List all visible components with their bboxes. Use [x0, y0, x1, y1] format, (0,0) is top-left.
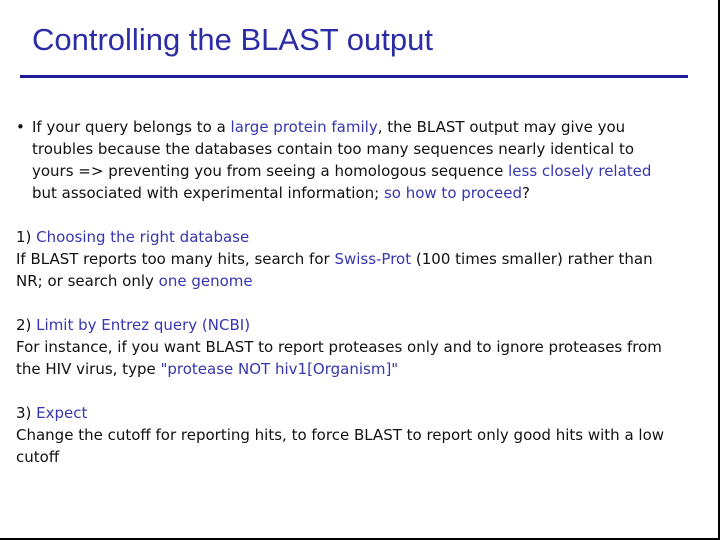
section-3-heading	[16, 402, 666, 424]
section-2-heading	[16, 314, 666, 336]
section-1-highlight-swiss-prot: Swiss-Prot	[334, 250, 412, 268]
intro-text-4: ?	[522, 184, 530, 202]
intro-text-2: , the BLAST output may give you troubles because the databases contain too many sequences nearly identical to yours => preventing you from seeing a homologous sequence	[32, 118, 635, 180]
bullet-icon: •	[16, 118, 25, 136]
slide-title: Controlling the BLAST output	[32, 22, 433, 57]
section-1-text-1: If BLAST reports too many hits, search for	[16, 250, 335, 268]
spacer	[16, 380, 666, 402]
section-2-heading-text: Limit by Entrez query (NCBI)	[36, 316, 251, 334]
section-3-heading-text: Expect	[36, 404, 88, 422]
section-2-highlight-query-example: "protease NOT hiv1[Organism]"	[160, 360, 399, 378]
section-3-body	[16, 424, 666, 468]
intro-text-1: If your query belongs to a	[32, 118, 231, 136]
intro-highlight-less-closely-related: less closely related	[508, 162, 652, 180]
section-3-number: 3)	[16, 404, 37, 422]
section-1-body	[16, 248, 666, 292]
slide-body	[16, 116, 666, 468]
spacer	[16, 204, 666, 226]
section-1-heading	[16, 226, 666, 248]
spacer	[16, 292, 666, 314]
title-underline	[20, 75, 688, 78]
section-1-number: 1)	[16, 228, 37, 246]
intro-highlight-how-to-proceed: so how to proceed	[383, 184, 523, 202]
section-1-highlight-one-genome: one genome	[158, 272, 253, 290]
section-3-text-1: Change the cutoff for reporting hits, to force BLAST to report only good hits with a low cutoff	[16, 426, 665, 466]
section-2-text-1: For instance, if you want BLAST to report proteases only and to ignore proteases from the HIV virus, type	[16, 338, 662, 378]
section-1-text-2: (100 times smaller) rather than NR; or search only	[16, 250, 653, 290]
intro-bullet	[16, 116, 666, 204]
section-2-body	[16, 336, 666, 380]
intro-highlight-large-protein-family: large protein family	[230, 118, 378, 136]
section-2-number: 2)	[16, 316, 37, 334]
intro-text-3: but associated with experimental information;	[32, 184, 384, 202]
section-1-heading-text: Choosing the right database	[36, 228, 250, 246]
